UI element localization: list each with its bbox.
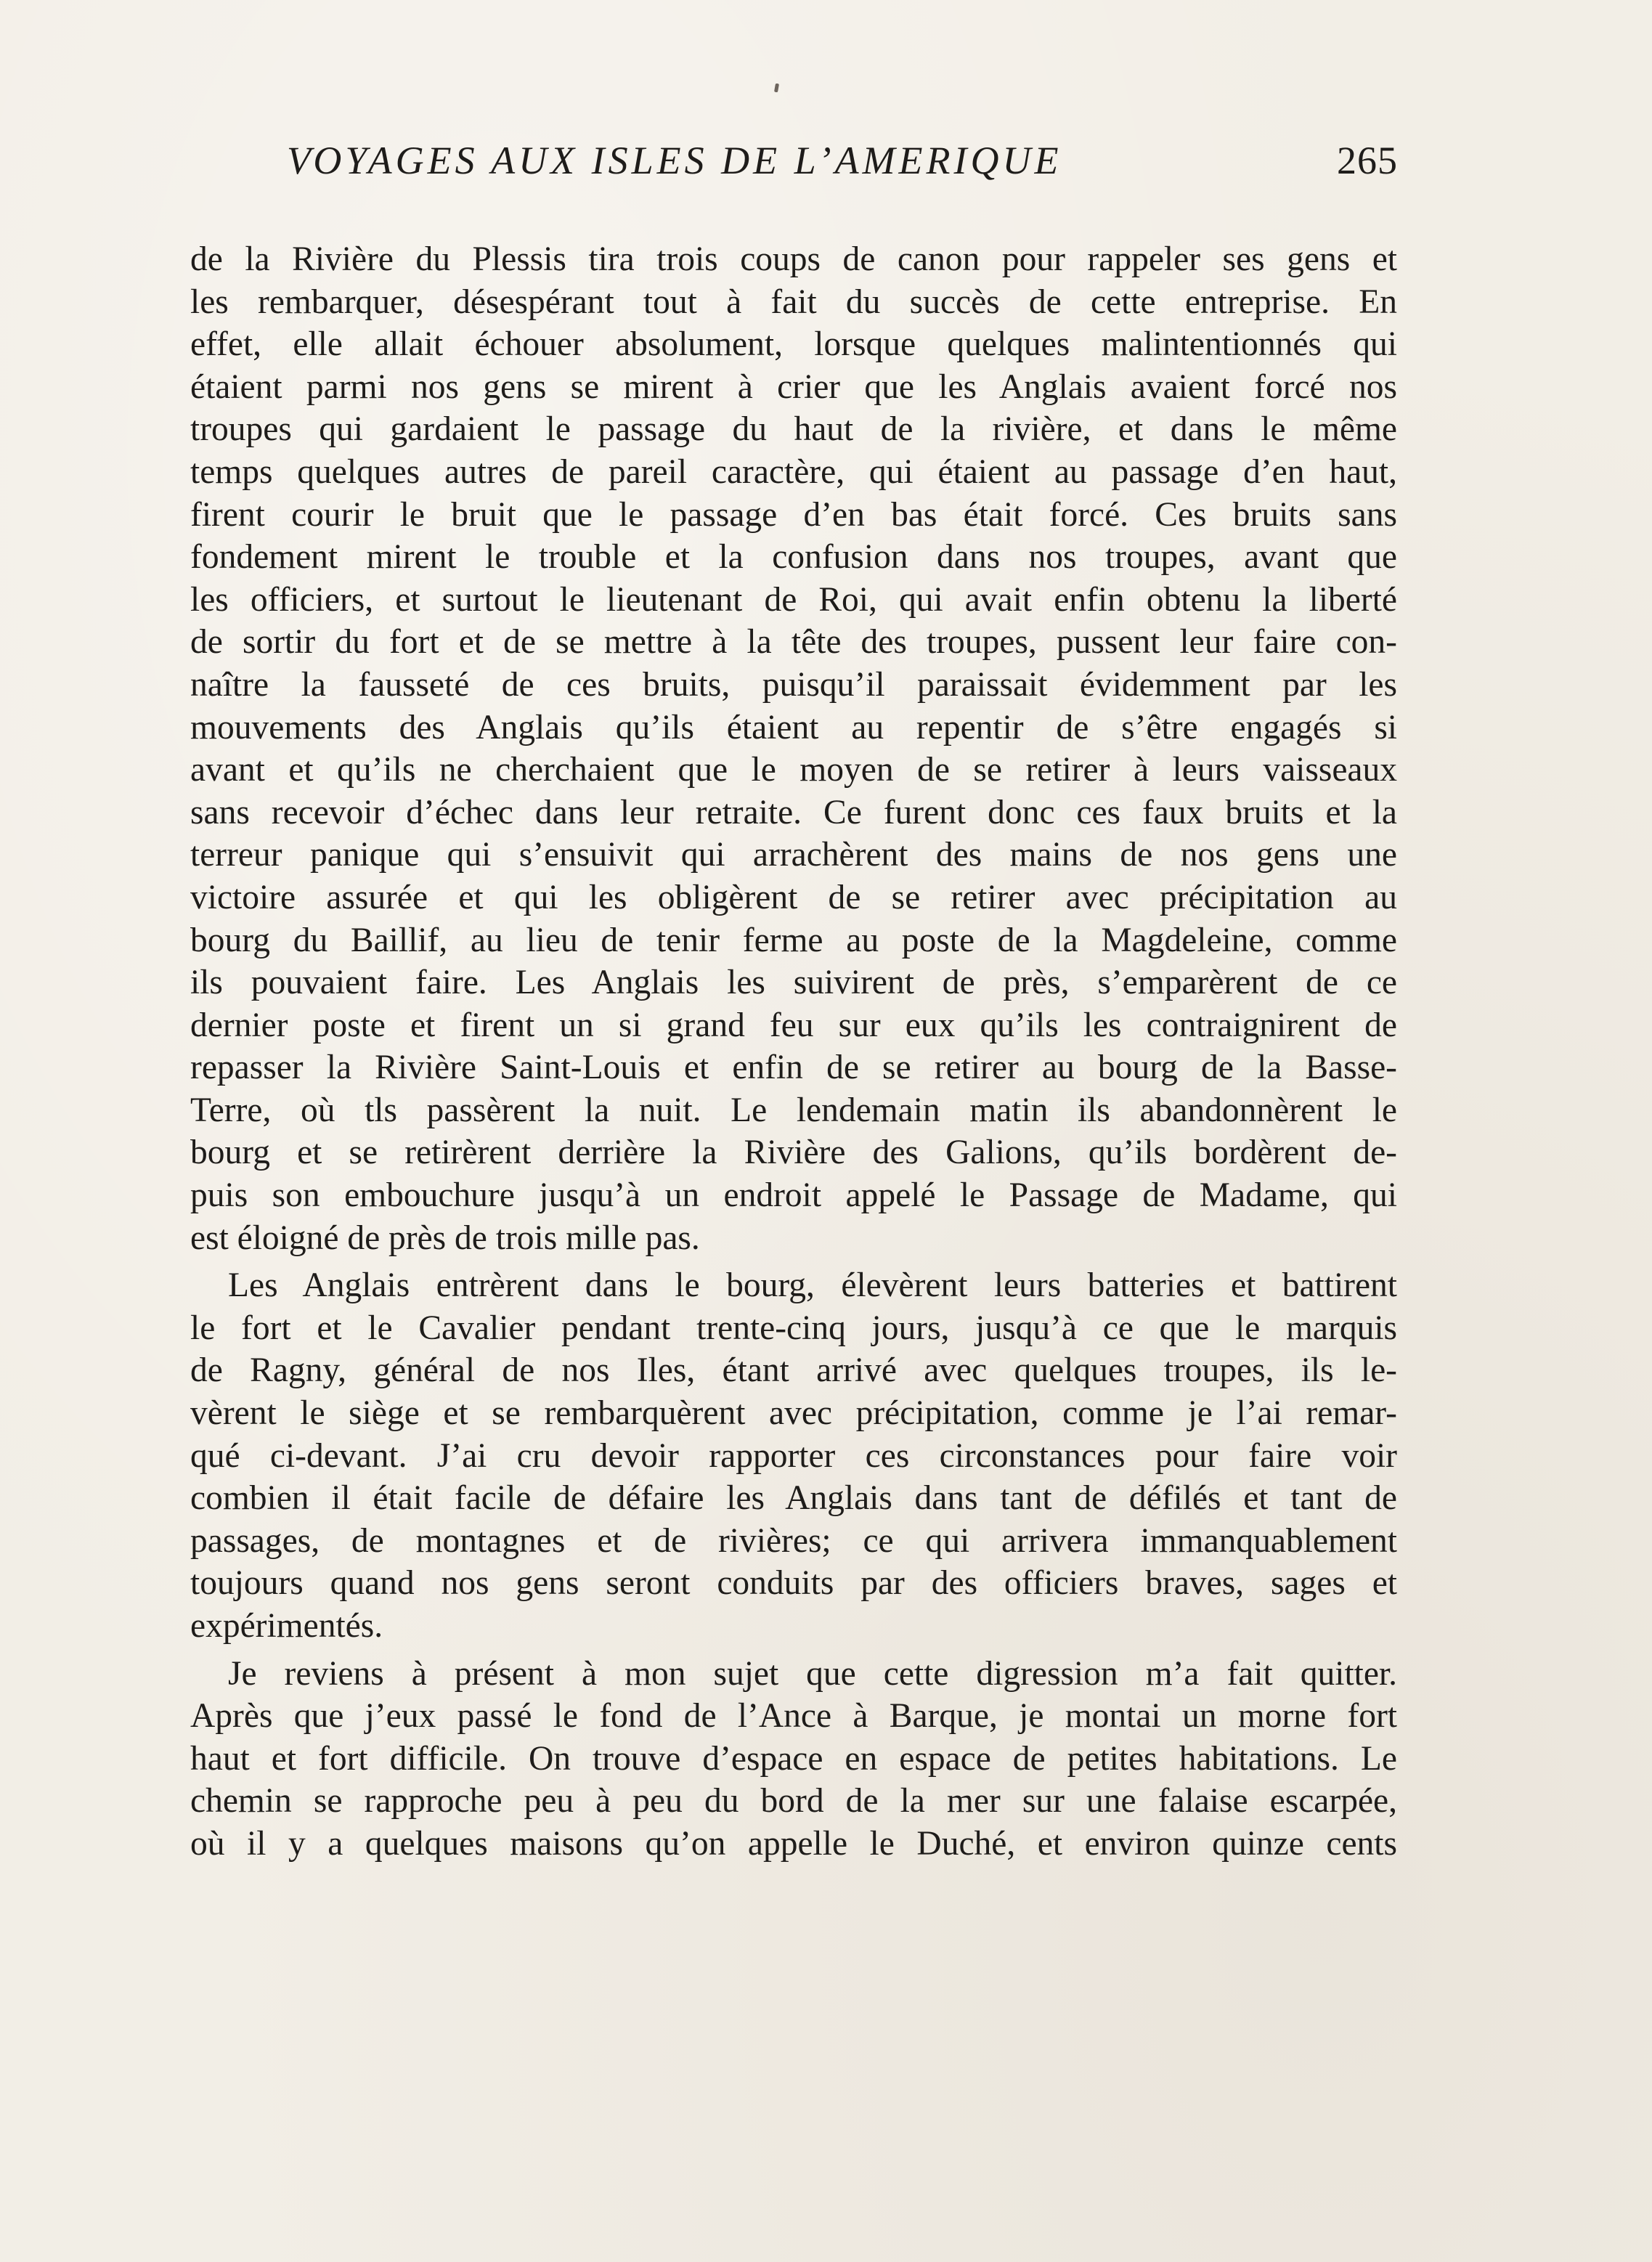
text-line: de la Rivière du Plessis tira trois coups de canon pour rappeler ses gens et bbox=[190, 240, 1397, 278]
text-line: bourg et se retirèrent derrière la Rivière des Galions, qu’ils bordèrent de- bbox=[190, 1134, 1397, 1172]
text-line: combien il était facile de défaire les Anglais dans tant de défilés et tant de bbox=[190, 1479, 1397, 1518]
text-line: dernier poste et firent un si grand feu sur eux qu’ils les contraignirent de bbox=[190, 1006, 1397, 1044]
text-line: Je reviens à présent à mon sujet que cette digression m’a fait quitter. bbox=[228, 1654, 1397, 1693]
text-line: firent courir le bruit que le passage d’en bas était forcé. Ces bruits sans bbox=[190, 495, 1397, 534]
running-title: VOYAGES AUX ISLES DE L’AMERIQUE bbox=[287, 139, 1062, 182]
text-line: victoire assurée et qui les obligèrent de se retirer avec précipitation au bbox=[190, 878, 1397, 916]
text-line: Les Anglais entrèrent dans le bourg, élevèrent leurs batteries et battirent bbox=[228, 1266, 1397, 1305]
text-line: fondement mirent le trouble et la confusion dans nos troupes, avant que bbox=[190, 538, 1397, 577]
text-line: bourg du Baillif, au lieu de tenir ferme au poste de la Magdeleine, comme bbox=[190, 921, 1397, 959]
text-line: toujours quand nos gens seront conduits par des officiers braves, sages et bbox=[190, 1564, 1397, 1603]
text-line: troupes qui gardaient le passage du haut de la rivière, et dans le même bbox=[190, 410, 1397, 449]
page-header bbox=[287, 138, 1398, 182]
paragraph-3 bbox=[190, 1653, 1397, 1866]
text-line: effet, elle allait échouer absolument, lorsque quelques malintentionnés qui bbox=[190, 325, 1397, 364]
text-line: Terre, où tls passèrent la nuit. Le lendemain matin ils abandonnèrent le bbox=[190, 1091, 1397, 1129]
text-line: les rembarquer, désespérant tout à fait du succès de cette entreprise. En bbox=[190, 282, 1397, 321]
text-line: haut et fort difficile. On trouve d’espace en espace de petites habitations. Le bbox=[190, 1739, 1397, 1778]
paragraph-1 bbox=[190, 238, 1397, 1259]
text-line: les officiers, et surtout le lieutenant de Roi, qui avait enfin obtenu la liberté bbox=[190, 580, 1397, 619]
text-line: temps quelques autres de pareil caractère, qui étaient au passage d’en haut, bbox=[190, 452, 1397, 491]
text-line: le fort et le Cavalier pendant trente-cinq jours, jusqu’à ce que le marquis bbox=[190, 1309, 1397, 1347]
text-line: de sortir du fort et de se mettre à la tête des troupes, pussent leur faire con- bbox=[190, 623, 1397, 662]
text-line: naître la fausseté de ces bruits, puisqu’il paraissait évidemment par les bbox=[190, 665, 1397, 704]
text-line: repasser la Rivière Saint-Louis et enfin de se retirer au bourg de la Basse- bbox=[190, 1049, 1397, 1087]
text-line: de Ragny, général de nos Iles, étant arrivé avec quelques troupes, ils le- bbox=[190, 1351, 1397, 1390]
text-line: mouvements des Anglais qu’ils étaient au repentir de s’être engagés si bbox=[190, 708, 1397, 746]
text-line: sans recevoir d’échec dans leur retraite. Ce furent donc ces faux bruits et la bbox=[190, 793, 1397, 831]
text-line: où il y a quelques maisons qu’on appelle le Duché, et environ quinze cents bbox=[190, 1824, 1397, 1863]
text-line: terreur panique qui s’ensuivit qui arrachèrent des mains de nos gens une bbox=[190, 836, 1397, 874]
page-number: 265 bbox=[1337, 139, 1398, 182]
body-text bbox=[190, 238, 1397, 1866]
text-line: est éloigné de près de trois mille pas. bbox=[190, 1219, 700, 1257]
text-line: étaient parmi nos gens se mirent à crier que les Anglais avaient forcé nos bbox=[190, 367, 1397, 406]
text-line: Après que j’eux passé le fond de l’Ance à Barque, je montai un morne fort bbox=[190, 1697, 1397, 1736]
paragraph-2 bbox=[190, 1264, 1397, 1647]
text-line: avant et qu’ils ne cherchaient que le moyen de se retirer à leurs vaisseaux bbox=[190, 751, 1397, 789]
text-line: expérimentés. bbox=[190, 1607, 383, 1645]
text-line: passages, de montagnes et de rivières; ce qui arrivera immanquablement bbox=[190, 1521, 1397, 1560]
text-line: qué ci-devant. J’ai cru devoir rapporter ces circonstances pour faire voir bbox=[190, 1436, 1397, 1475]
text-line: vèrent le siège et se rembarquèrent avec précipitation, comme je l’ai remar- bbox=[190, 1394, 1397, 1433]
text-line: chemin se rapproche peu à peu du bord de la mer sur une falaise escarpée, bbox=[190, 1782, 1397, 1820]
text-line: ils pouvaient faire. Les Anglais les suivirent de près, s’emparèrent de ce bbox=[190, 964, 1397, 1002]
ink-mark bbox=[774, 84, 779, 93]
text-line: puis son embouchure jusqu’à un endroit appelé le Passage de Madame, qui bbox=[190, 1176, 1397, 1215]
